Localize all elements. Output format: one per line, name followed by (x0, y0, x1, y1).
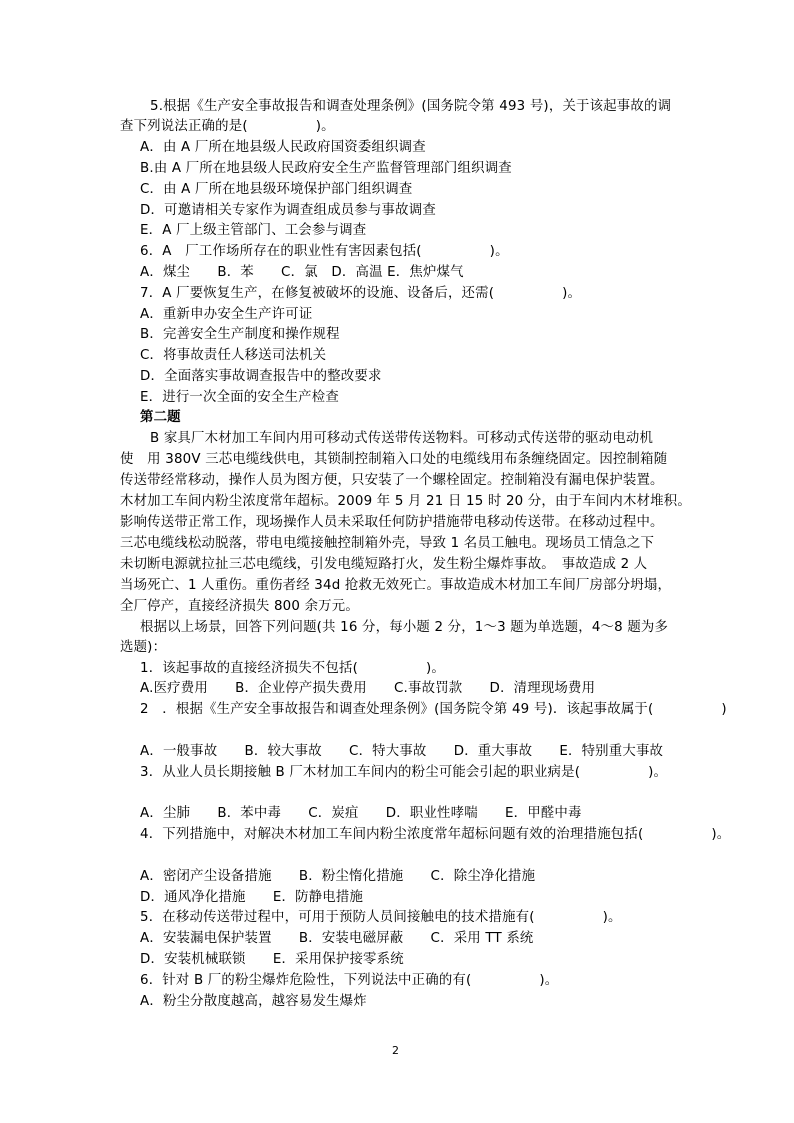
q6-options: A．煤尘 B．苯 C．氯 D．高温 E．焦炉煤气 (140, 265, 464, 280)
q3-options: A．尘肺 B．苯中毒 C．炭疽 D．职业性哮喘 E．甲醛中毒 (140, 806, 582, 821)
q5b-options-row2: D．安装机械联锁 E．采用保护接零系统 (140, 952, 404, 967)
q7-option-d: D．全面落实事故调查报告中的整改要求 (140, 369, 382, 384)
q4-stem: 4．下列措施中，对解决木材加工车间内粉尘浓度常年超标问题有效的治理措施包括( )。 (140, 827, 731, 842)
instructions-line1: 根据以上场景，回答下列问题(共 16 分，每小题 2 分，1～3 题为单选题，4～8 题为多 (140, 620, 669, 635)
q1-stem: 1．该起事故的直接经济损失不包括( )。 (140, 661, 445, 676)
q5-option-e: E．A 厂上级主管部门、工会参与调查 (140, 223, 367, 238)
scenario-line7: 未切断电源就拉扯三芯电缆线，引发电缆短路打火，发生粉尘爆炸事故。 事故造成 2 人 (120, 557, 648, 572)
instructions-line2: 选题)： (120, 640, 167, 655)
q5-option-d: D．可邀请相关专家作为调查组成员参与事故调查 (140, 203, 436, 218)
scenario-line8: 当场死亡、1 人重伤。重伤者经 34d 抢救无效死亡。事故造成木材加工车间厂房部分坍塌， (120, 578, 672, 593)
q7-option-c: C．将事故责任人移送司法机关 (140, 348, 327, 363)
q1-options: A.医疗费用 B．企业停产损失费用 C.事故罚款 D．清理现场费用 (140, 681, 596, 696)
q2-stem: 2 ．根据《生产安全事故报告和调查处理条例》(国务院令第 49 号)．该起事故属于( ) (140, 702, 727, 717)
q5-option-b: B.由 A 厂所在地县级人民政府安全生产监督管理部门组织调查 (140, 161, 512, 176)
q7-option-e: E．进行一次全面的安全生产检查 (140, 390, 339, 405)
q5-option-a: A．由 A 厂所在地县级人民政府国资委组织调查 (140, 140, 426, 155)
q3-stem: 3．从业人员长期接触 B 厂木材加工车间内的粉尘可能会引起的职业病是( )。 (140, 765, 668, 780)
scenario-line2: 使 用 380V 三芯电缆线供电，其锁制控制箱入口处的电缆线用布条缠绕固定。因控制箱随 (120, 452, 668, 467)
q7-option-b: B．完善安全生产制度和操作规程 (140, 327, 340, 342)
q7-option-a: A．重新申办安全生产许可证 (140, 307, 313, 322)
q4-options-row2: D．通风净化措施 E．防静电措施 (140, 890, 364, 905)
q6-stem: 6．A 厂工作场所存在的职业性有害因素包括( )。 (140, 244, 509, 259)
q6b-stem: 6．针对 B 厂的粉尘爆炸危险性，下列说法中正确的有( )。 (140, 973, 559, 988)
scenario-line3: 传送带经常移动，操作人员为图方便，只安装了一个螺栓固定。控制箱没有漏电保护装置。 (120, 473, 664, 488)
q5-stem-line2: 查下列说法正确的是( )。 (120, 119, 335, 134)
q4-options-row1: A．密闭产尘设备措施 B．粉尘惰化措施 C．除尘净化措施 (140, 869, 536, 884)
scenario-line9: 全厂停产，直接经济损失 800 余万元。 (120, 599, 359, 614)
q6b-option-a: A．粉尘分散度越高，越容易发生爆炸 (140, 994, 367, 1009)
scenario-line6: 三芯电缆线松动脱落，带电电缆接触控制箱外壳，导致 1 名员工触电。现场员工情急之下 (120, 536, 655, 551)
q7-stem: 7．A 厂要恢复生产，在修复被破坏的设施、设备后，还需( )。 (140, 286, 582, 301)
q5-option-c: C．由 A 厂所在地县级环境保护部门组织调查 (140, 182, 413, 197)
q5b-stem: 5．在移动传送带过程中，可用于预防人员间接触电的技术措施有( )。 (140, 910, 622, 925)
section-heading: 第二题 (140, 410, 181, 425)
scenario-line4: 木材加工车间内粉尘浓度常年超标。2009 年 5 月 21 日 15 时 20 分，由于车间内木材堆积。 (120, 494, 691, 509)
q2-options: A．一般事故 B．较大事故 C．特大事故 D．重大事故 E．特别重大事故 (140, 744, 664, 759)
scenario-line1: B 家具厂木材加工车间内用可移动式传送带传送物料。可移动式传送带的驱动电动机 (150, 431, 654, 446)
q5-stem-line1: 5.根据《生产安全事故报告和调查处理条例》(国务院令第 493 号)，关于该起事故的调 (150, 99, 672, 114)
q5b-options-row1: A．安装漏电保护装置 B．安装电磁屏蔽 C．采用 TT 系统 (140, 931, 534, 946)
page-number: 2 (392, 1044, 399, 1057)
scenario-line5: 影响传送带正常工作，现场操作人员未采取任何防护措施带电移动传送带。在移动过程中。 (120, 515, 664, 530)
